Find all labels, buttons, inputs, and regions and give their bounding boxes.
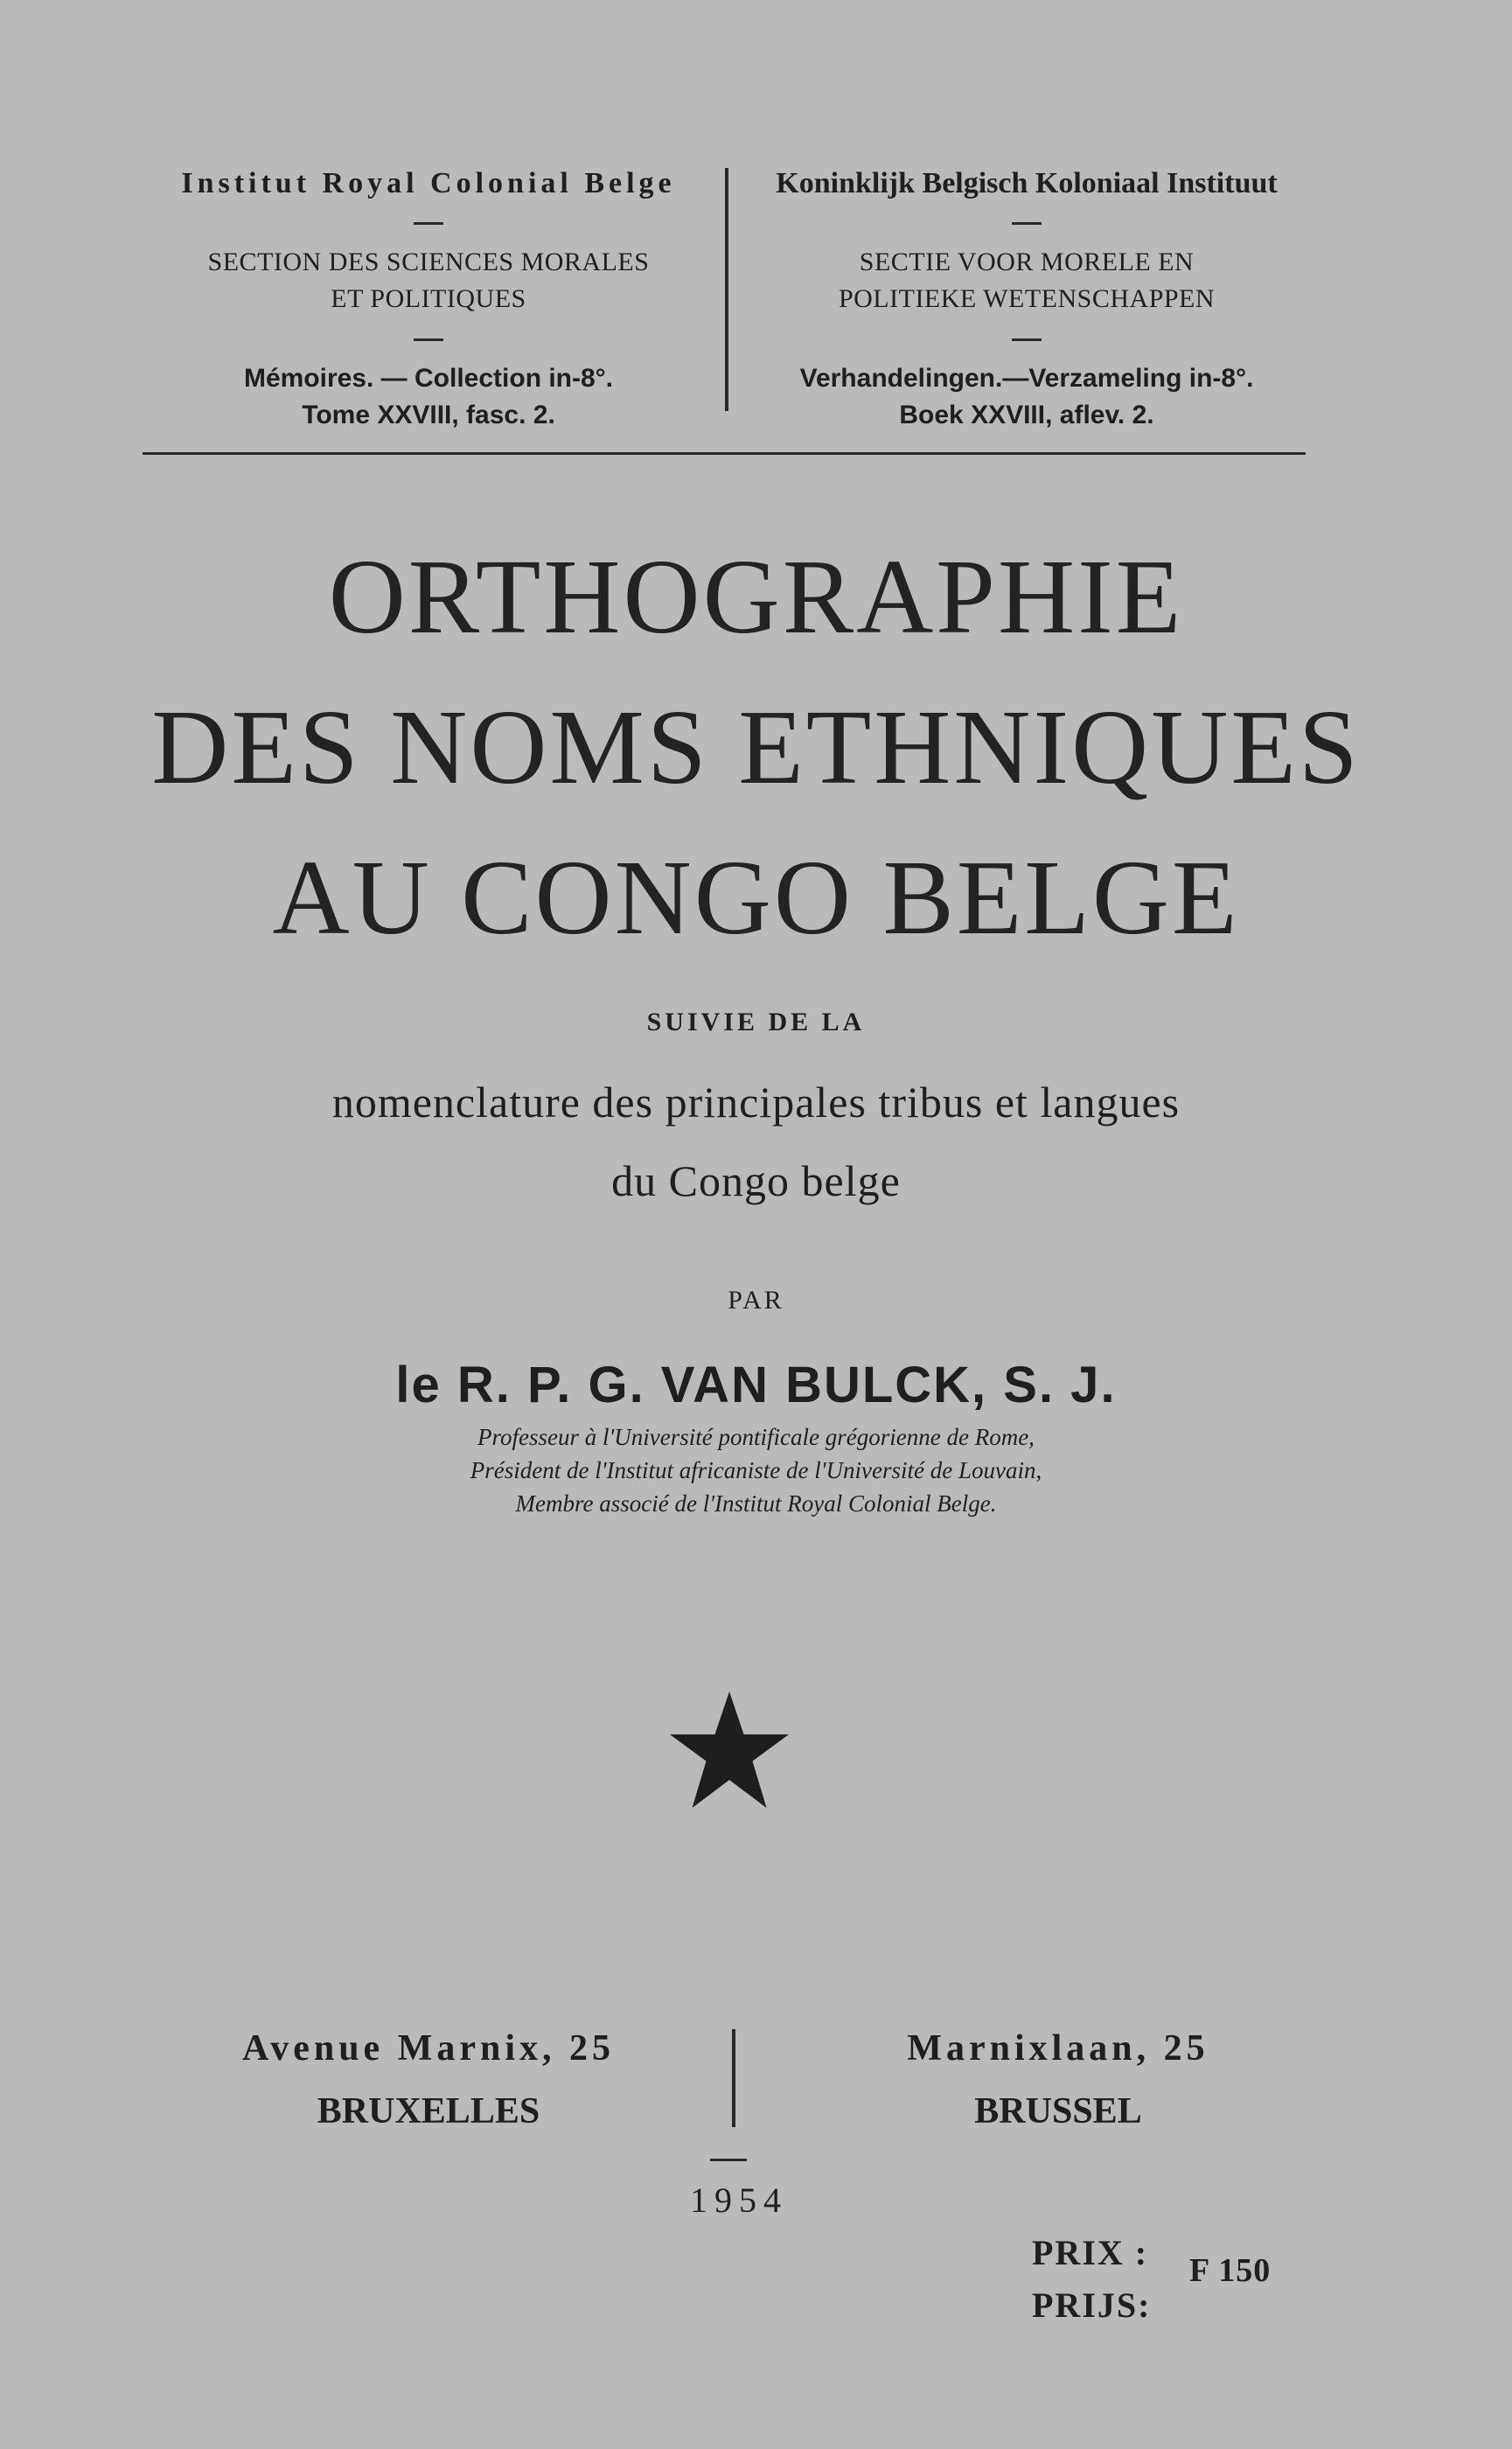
series-line-1: Verhandelingen.—Verzameling in-8°. [799,364,1254,393]
price-label-nl: PRIJS: [1032,2285,1152,2325]
publication-year: 1954 [690,2180,788,2220]
author-credential-1: Professeur à l'Université pontificale grégorienne de Rome, [477,1424,1035,1450]
title-line-2: DES NOMS ETHNIQUES [151,688,1361,806]
series-line-1: Mémoires. — Collection in-8°. [243,364,614,393]
subtitle-line-2: du Congo belge [611,1156,901,1205]
subtitle-line-1: nomenclature des principales tribus et langues [331,1078,1181,1127]
section-line-1: SECTIE VOOR MORELE EN [859,248,1195,276]
author-name: le R. P. G. VAN BULCK, S. J. [395,1357,1117,1413]
header-left-column [140,166,717,434]
year-dash [710,2159,747,2161]
header-horizontal-rule [143,452,1306,455]
title-line-3: AU CONGO BELGE [272,839,1240,957]
author-credential-3: Membre associé de l'Institut Royal Colonial Belge. [515,1490,997,1517]
star-shape [670,1692,789,1808]
dash-divider [1012,338,1042,341]
star-icon [668,1692,791,1809]
price-labels [1032,2227,1151,2332]
author-credential-2: Président de l'Institut africaniste de l'Université de Louvain, [470,1457,1042,1483]
header-right-column [738,166,1315,434]
dash-divider [1012,222,1042,225]
dash-divider [414,338,443,341]
dash-divider [414,222,443,225]
subtitle-intro: SUIVIE DE LA [646,1008,866,1036]
institute-name-fr: Institut Royal Colonial Belge [181,167,676,199]
section-line-2: ET POLITIQUES [331,284,526,313]
section-line-1: SECTION DES SCIENCES MORALES [207,248,650,276]
institute-name-nl: Koninklijk Belgisch Koloniaal Instituut [776,167,1278,199]
address-street-fr: Avenue Marnix, 25 [241,2028,616,2069]
series-line-2: Tome XXVIII, fasc. 2. [302,401,555,429]
title-line-1: ORTHOGRAPHIE [328,538,1184,656]
address-vertical-divider [732,2029,735,2127]
address-city-nl: BRUSSEL [974,2091,1142,2132]
price-label-fr: PRIX : [1032,2233,1149,2272]
section-line-2: POLITIEKE WETENSCHAPPEN [838,284,1216,313]
address-left [140,2027,717,2132]
address-street-nl: Marnixlaan, 25 [907,2028,1209,2069]
series-line-2: Boek XXVIII, aflev. 2. [899,401,1154,429]
address-right [770,2027,1347,2132]
par-label: PAR [728,1286,784,1315]
address-city-fr: BRUXELLES [317,2091,540,2132]
header-vertical-divider [725,168,728,411]
price-value: F 150 [1189,2252,1272,2289]
